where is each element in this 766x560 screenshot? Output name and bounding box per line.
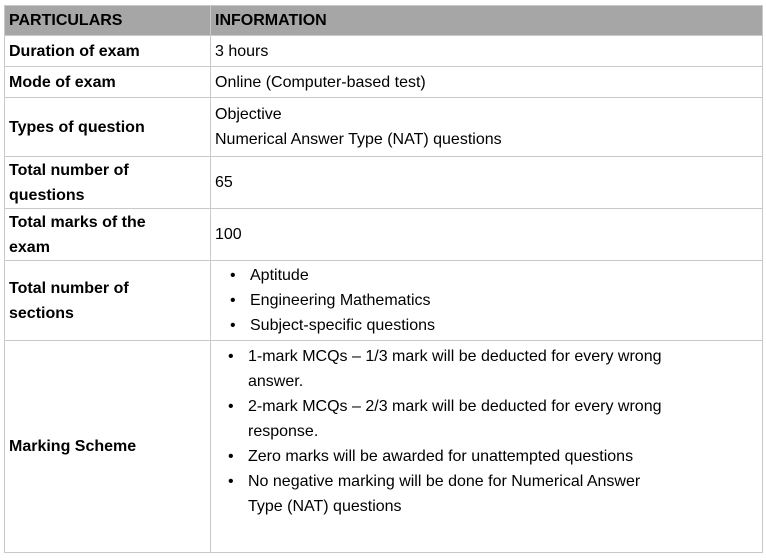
bullet-icon: • (230, 292, 236, 309)
label-line: questions (9, 186, 85, 204)
bullet-icon: • (228, 398, 234, 415)
label-line: Total number of (9, 161, 129, 179)
label-line: exam (9, 238, 50, 256)
sections-list (215, 263, 758, 338)
row-value-sections (211, 261, 763, 341)
rule-line: No negative marking will be done for Numerical Answer (248, 473, 641, 490)
section-name: Engineering Mathematics (250, 292, 431, 309)
question-type: Numerical Answer Type (NAT) questions (215, 131, 502, 148)
list-item (228, 394, 758, 444)
row-label-marking: Marking Scheme (5, 341, 211, 553)
bullet-icon: • (230, 267, 236, 284)
row-value-duration: 3 hours (211, 36, 763, 67)
label-line: Total marks of the (9, 213, 146, 231)
row-value-marking (211, 341, 763, 553)
label-line: sections (9, 304, 74, 322)
list-item (230, 313, 758, 338)
rule-line: response. (248, 423, 319, 440)
list-item (228, 444, 758, 469)
list-item (228, 344, 758, 394)
row-value-mode: Online (Computer-based test) (211, 67, 763, 98)
rule-line: answer. (248, 373, 304, 390)
table-header-row (5, 6, 763, 36)
rule-line: 1-mark MCQs – 1/3 mark will be deducted for every wrong (248, 348, 662, 365)
table-row (5, 98, 763, 157)
row-value-total-questions: 65 (211, 157, 763, 209)
bullet-icon: • (228, 348, 234, 365)
table-row (5, 36, 763, 67)
rule-line: Zero marks will be awarded for unattempted questions (248, 448, 634, 465)
exam-info-table (4, 5, 763, 553)
list-item (228, 469, 758, 519)
row-value-total-marks: 100 (211, 209, 763, 261)
table-row (5, 209, 763, 261)
table-row (5, 157, 763, 209)
header-particulars: PARTICULARS (5, 6, 211, 36)
header-information: INFORMATION (211, 6, 763, 36)
bullet-icon: • (228, 448, 234, 465)
row-label-total-marks (5, 209, 211, 261)
bullet-icon: • (230, 317, 236, 334)
bullet-icon: • (228, 473, 234, 490)
table-row (5, 341, 763, 553)
row-value-types (211, 98, 763, 157)
question-type: Objective (215, 106, 282, 123)
row-label-duration: Duration of exam (5, 36, 211, 67)
table-row (5, 67, 763, 98)
row-label-total-questions (5, 157, 211, 209)
list-item (230, 288, 758, 313)
rule-line: Type (NAT) questions (248, 498, 402, 515)
marking-list (215, 344, 758, 519)
section-name: Subject-specific questions (250, 317, 435, 334)
row-label-types: Types of question (5, 98, 211, 157)
section-name: Aptitude (250, 267, 309, 284)
row-label-sections (5, 261, 211, 341)
label-line: Total number of (9, 279, 129, 297)
table-row (5, 261, 763, 341)
rule-line: 2-mark MCQs – 2/3 mark will be deducted for every wrong (248, 398, 662, 415)
row-label-mode: Mode of exam (5, 67, 211, 98)
list-item (230, 263, 758, 288)
